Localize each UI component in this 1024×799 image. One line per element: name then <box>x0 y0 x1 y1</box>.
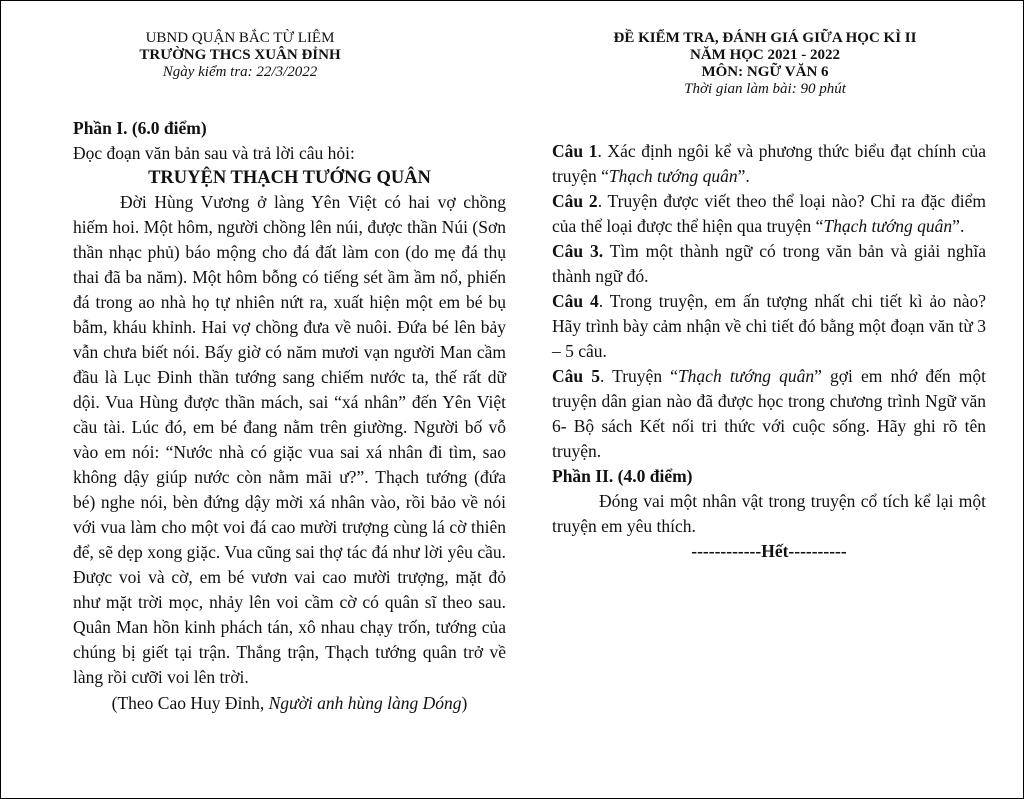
question-label: Câu 4 <box>552 291 599 311</box>
question-label: Câu 5 <box>552 366 600 386</box>
part1-heading: Phần I. (6.0 điểm) <box>73 118 207 138</box>
question-text-end: ”. <box>952 216 965 236</box>
school-year: NĂM HỌC 2021 - 2022 <box>690 47 840 63</box>
question-3 <box>552 239 986 289</box>
subject: MÔN: NGỮ VĂN 6 <box>701 64 829 80</box>
part2-task: Đóng vai một nhân vật trong truyện cổ tích kể lại một truyện em yêu thích. <box>552 491 986 536</box>
reading-section <box>73 116 506 716</box>
story-title: TRUYỆN THẠCH TƯỚNG QUÂN <box>148 168 431 188</box>
question-2 <box>552 189 986 239</box>
question-italic: Thạch tướng quân <box>677 366 815 386</box>
school-header <box>90 30 390 81</box>
question-text: . Truyện “ <box>599 366 678 386</box>
question-italic: Thạch tướng quân <box>608 166 738 186</box>
question-text: Tìm một thành ngữ có trong văn bản và giải nghĩa thành ngữ đó. <box>552 241 986 286</box>
time-limit: Thời gian làm bài: 90 phút <box>684 81 846 97</box>
source-prefix: (Theo Cao Huy Đỉnh, <box>111 693 269 713</box>
exam-header <box>560 30 970 98</box>
question-label: Câu 2 <box>552 191 598 211</box>
question-text-end: ” gợi em nhớ đến một truyện dân gian nào đã được học trong chương trình Ngữ văn 6- Bộ sách Kết nối tri thức với cuộc sống. Hãy ghi rõ tên truyện. <box>552 366 986 461</box>
district-name: UBND QUẬN BẮC TỪ LIÊM <box>145 30 335 46</box>
story-text: Đời Hùng Vương ở làng Yên Việt có hai vợ chồng hiếm hoi. Một hôm, người chồng lên núi, được thần Núi (Sơn thần nhạc phủ) báo mộng cho đá đất làm con (do mẹ đá thụ thai đã ba năm). Một hôm bỗng có tiếng sét ầm ầm nổ, phiến đá trong ao nhà họ tự nhiên nứt ra, xuất hiện một em bé bụ bẫm, kháu khỉnh. Hai vợ chồng đưa về nuôi. Đứa bé lên bảy vẫn chưa biết nói. Bấy giờ có năm mươi vạn người Man cầm đầu là Lục Đinh thần tướng sang chiếm nước ta, thế rất dữ dội. Vua Hùng được thần mách, sai “xá nhân” đến Yên Việt cầu tài. Lúc đó, em bé đang nằm trên giường. Người bố vỗ vào em nói: “Nước nhà có giặc vua sai xá nhân đi tìm, sao không dậy giúp nước còn nằm mãi ư?”. Thạch tướng (đứa bé) nghe nói, bèn đứng dậy mời xá nhân vào, rồi bảo về nói với vua làm cho một voi đá cao mười trượng cùng lá cờ thiên để, sẽ dẹp xong giặc. Vua cũng sai thợ tác đá như lời yêu cầu. Được voi và cờ, em bé vươn vai cao mười trượng, mặt đỏ như mặt trời mọc, nhảy lên voi cầm cờ có quân sĩ theo sau. Quân Man hồn kinh phách tán, xô nhau chạy trốn, tướng của chúng bị giết tại trận. Thắng trận, Thạch tướng quân trở về làng rồi cưỡi voi lên trời. <box>73 192 506 687</box>
question-text: . Trong truyện, em ấn tượng nhất chi tiết kì ảo nào? Hãy trình bày cảm nhận về chi tiết đó bằng một đoạn văn từ 3 – 5 câu. <box>552 291 986 361</box>
part2-heading: Phần II. (4.0 điểm) <box>552 466 693 486</box>
exam-date: Ngày kiểm tra: 22/3/2022 <box>162 64 318 80</box>
question-text: . Truyện được viết theo thể loại nào? Chỉ ra đặc điểm của thể loại được thể hiện qua truyện “ <box>552 191 986 236</box>
story-source <box>73 691 506 716</box>
part1-instruction: Đọc đoạn văn bản sau và trả lời câu hỏi: <box>73 143 355 163</box>
question-4 <box>552 289 986 364</box>
question-text-end: ”. <box>737 166 750 186</box>
question-text: . Xác định ngôi kể và phương thức biểu đạt chính của truyện “ <box>552 141 986 186</box>
question-1 <box>552 139 986 189</box>
question-5 <box>552 364 986 464</box>
source-suffix: ) <box>461 693 468 713</box>
exam-title: ĐỀ KIỂM TRA, ĐÁNH GIÁ GIỮA HỌC KÌ II <box>613 30 917 46</box>
question-italic: Thạch tướng quân <box>823 216 953 236</box>
source-book: Người anh hùng làng Dóng <box>268 693 462 713</box>
school-name: TRƯỜNG THCS XUÂN ĐỈNH <box>139 47 341 63</box>
question-label: Câu 3. <box>552 241 604 261</box>
question-label: Câu 1 <box>552 141 598 161</box>
end-mark: ------------Hết---------- <box>691 541 847 561</box>
questions-section <box>552 139 986 564</box>
